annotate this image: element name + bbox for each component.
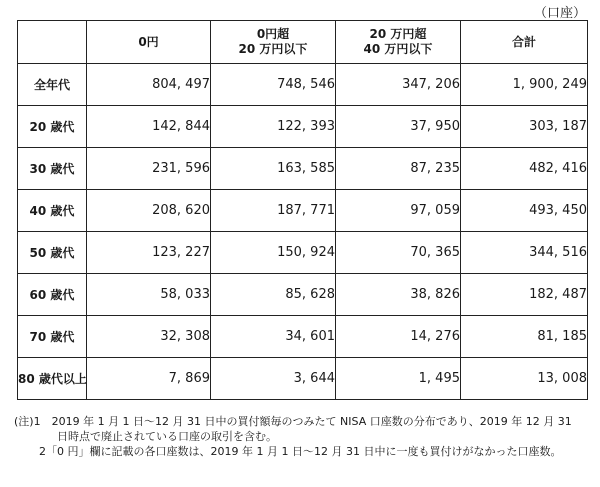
cell-total: 344, 516	[461, 232, 588, 274]
row-label: 60 歳代	[18, 274, 87, 316]
row-label: 50 歳代	[18, 232, 87, 274]
cell-zero-yen: 804, 497	[87, 64, 211, 106]
cell-200k-to-400k: 1, 495	[336, 358, 461, 400]
cell-total: 182, 487	[461, 274, 588, 316]
row-label: 40 歳代	[18, 190, 87, 232]
account-distribution-table	[17, 20, 588, 400]
table-row	[18, 64, 588, 106]
header-zero-yen	[87, 21, 211, 64]
cell-zero-yen: 32, 308	[87, 316, 211, 358]
cell-up-to-200k: 163, 585	[211, 148, 336, 190]
footnote-1-continued: 日時点で廃止されている口座の取引を含む。	[57, 430, 277, 443]
header-line: 0円超	[256, 27, 290, 41]
cell-up-to-200k: 3, 644	[211, 358, 336, 400]
cell-total: 303, 187	[461, 106, 588, 148]
header-line: 合計	[511, 34, 536, 49]
cell-200k-to-400k: 97, 059	[336, 190, 461, 232]
cell-200k-to-400k: 14, 276	[336, 316, 461, 358]
header-line: 20 万円以下	[238, 42, 308, 56]
cell-total: 81, 185	[461, 316, 588, 358]
cell-up-to-200k: 34, 601	[211, 316, 336, 358]
cell-up-to-200k: 748, 546	[211, 64, 336, 106]
cell-200k-to-400k: 37, 950	[336, 106, 461, 148]
header-line: 0円	[138, 34, 159, 49]
cell-total: 493, 450	[461, 190, 588, 232]
table-row	[18, 358, 588, 400]
cell-200k-to-400k: 38, 826	[336, 274, 461, 316]
cell-total: 482, 416	[461, 148, 588, 190]
row-label: 80 歳代以上	[18, 358, 87, 400]
cell-up-to-200k: 85, 628	[211, 274, 336, 316]
table-row	[18, 106, 588, 148]
cell-total: 1, 900, 249	[461, 64, 588, 106]
footnotes	[14, 414, 590, 459]
header-corner-cell	[18, 21, 87, 64]
cell-up-to-200k: 187, 771	[211, 190, 336, 232]
cell-zero-yen: 123, 227	[87, 232, 211, 274]
cell-zero-yen: 142, 844	[87, 106, 211, 148]
cell-200k-to-400k: 70, 365	[336, 232, 461, 274]
table-row	[18, 148, 588, 190]
header-total	[461, 21, 588, 64]
cell-up-to-200k: 122, 393	[211, 106, 336, 148]
cell-zero-yen: 7, 869	[87, 358, 211, 400]
cell-200k-to-400k: 347, 206	[336, 64, 461, 106]
unit-label: （口座）	[533, 6, 586, 21]
table-row	[18, 232, 588, 274]
footnote-2: 2「0 円」欄に記載の各口座数は、2019 年 1 月 1 日～12 月 31 日中に一度も買付けがなかった口座数。	[39, 445, 562, 458]
row-label: 30 歳代	[18, 148, 87, 190]
header-200k-to-400k	[336, 21, 461, 64]
header-up-to-200k	[211, 21, 336, 64]
table-row	[18, 274, 588, 316]
header-line: 40 万円以下	[363, 42, 433, 56]
footnote-1: (注)1 2019 年 1 月 1 日～12 月 31 日中の買付額毎のつみたて NISA 口座数の分布であり、2019 年 12 月 31	[14, 415, 572, 428]
cell-up-to-200k: 150, 924	[211, 232, 336, 274]
row-label: 全年代	[18, 64, 87, 106]
cell-zero-yen: 208, 620	[87, 190, 211, 232]
cell-total: 13, 008	[461, 358, 588, 400]
header-line: 20 万円超	[369, 27, 427, 41]
cell-200k-to-400k: 87, 235	[336, 148, 461, 190]
table-row	[18, 190, 588, 232]
cell-zero-yen: 231, 596	[87, 148, 211, 190]
table-row	[18, 316, 588, 358]
row-label: 70 歳代	[18, 316, 87, 358]
header-row	[18, 21, 588, 64]
cell-zero-yen: 58, 033	[87, 274, 211, 316]
row-label: 20 歳代	[18, 106, 87, 148]
